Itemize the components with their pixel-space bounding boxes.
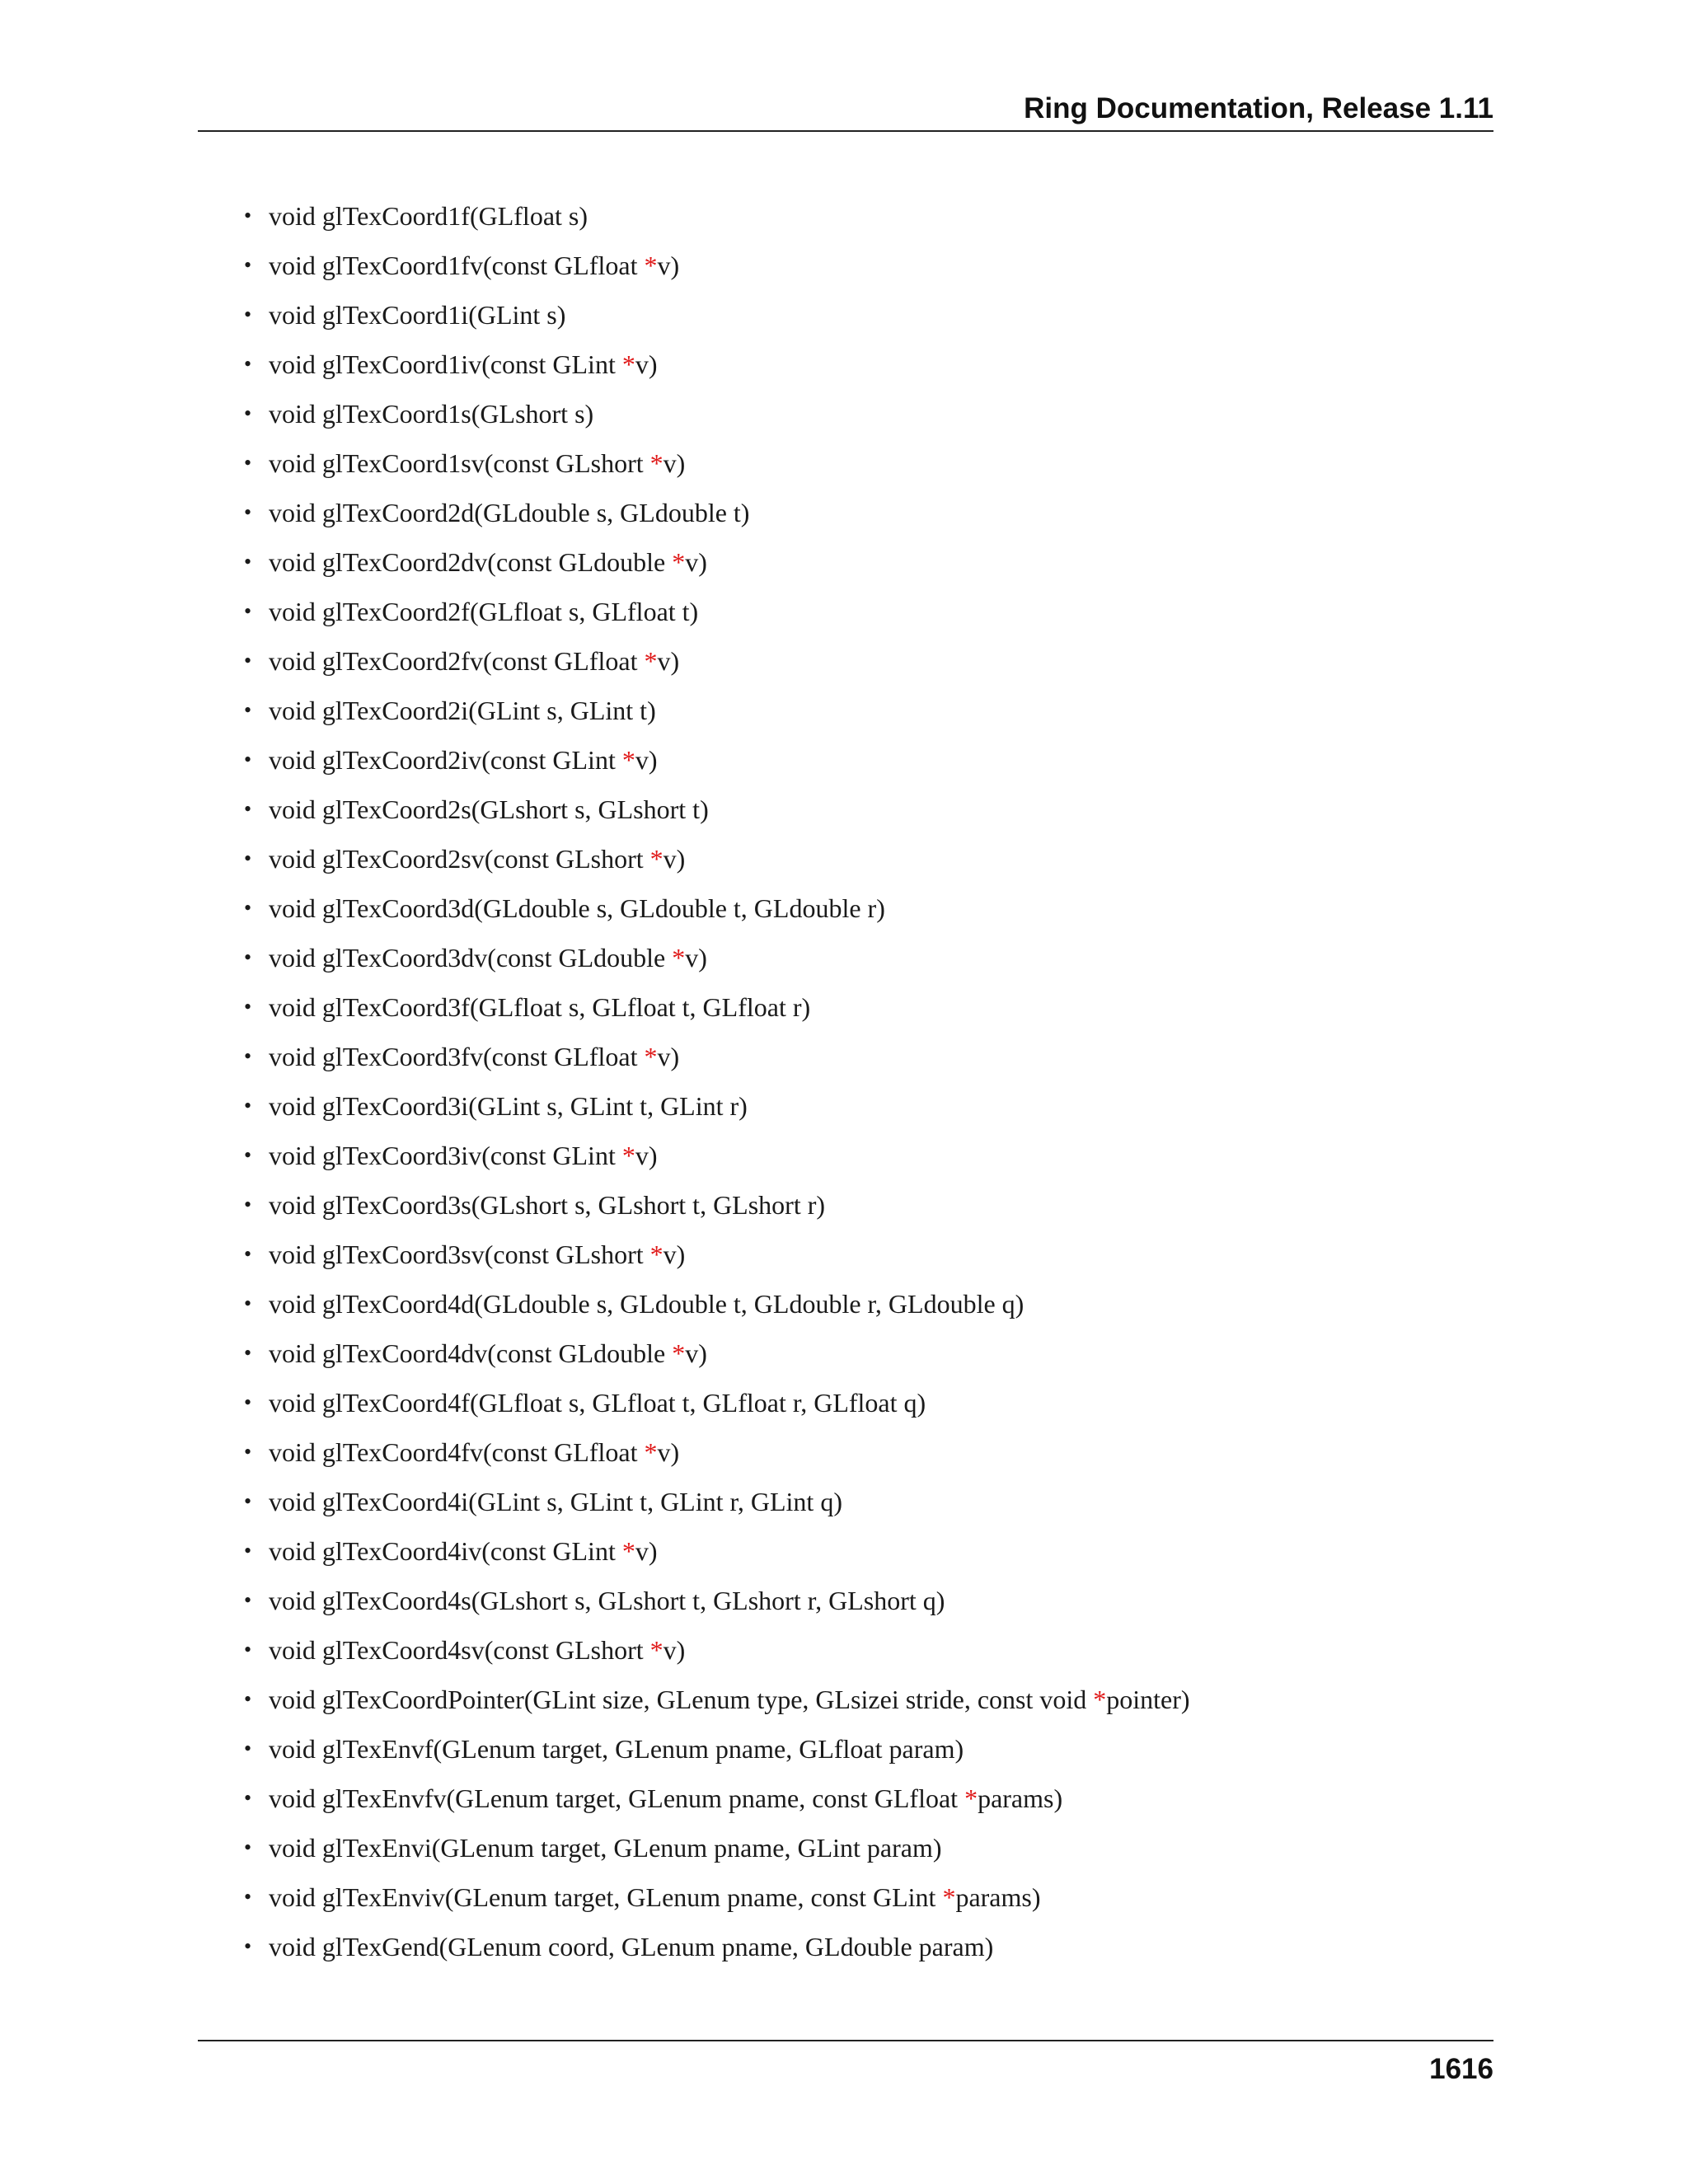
list-item — [244, 1087, 1190, 1137]
bullet-icon: • — [244, 1588, 252, 1612]
function-signature: void glTexCoord1iv(const GLint — [269, 349, 622, 379]
function-signature-tail: v) — [685, 547, 707, 577]
function-signature: void glTexCoord3sv(const GLshort — [269, 1240, 650, 1269]
list-item — [244, 1928, 1190, 1977]
bullet-icon: • — [244, 945, 252, 969]
function-signature: void glTexCoord2fv(const GLfloat — [269, 646, 645, 676]
list-item — [244, 593, 1190, 642]
bullet-icon: • — [244, 1489, 252, 1513]
pointer-asterisk: * — [964, 1783, 978, 1813]
list-item — [244, 1384, 1190, 1433]
bullet-icon: • — [244, 1736, 252, 1760]
list-item — [244, 988, 1190, 1038]
bullet-icon: • — [244, 1687, 252, 1711]
function-signature-tail: v) — [657, 1042, 680, 1071]
list-item — [244, 1186, 1190, 1235]
function-signature-tail: v) — [635, 1141, 658, 1170]
function-signature: void glTexCoord4iv(const GLint — [269, 1536, 622, 1566]
function-signature: void glTexCoord2dv(const GLdouble — [269, 547, 673, 577]
function-signature: void glTexCoord2sv(const GLshort — [269, 844, 650, 874]
function-signature: void glTexCoord1sv(const GLshort — [269, 448, 650, 478]
page-number: 1616 — [1429, 2053, 1493, 2085]
bullet-icon: • — [244, 500, 252, 524]
function-signature-tail: v) — [663, 448, 686, 478]
function-signature-tail: v) — [663, 1240, 686, 1269]
function-signature: void glTexCoord3iv(const GLint — [269, 1141, 622, 1170]
bullet-icon: • — [244, 748, 252, 771]
function-signature: void glTexCoord3f(GLfloat s, GLfloat t, GLfloat r) — [269, 992, 811, 1022]
function-signature-tail: v) — [657, 251, 680, 280]
list-item — [244, 1631, 1190, 1680]
function-signature: void glTexCoord3s(GLshort s, GLshort t, GLshort r) — [269, 1190, 826, 1220]
function-signature-tail: v) — [635, 1536, 658, 1566]
list-item — [244, 197, 1190, 246]
pointer-asterisk: * — [649, 1240, 663, 1269]
function-signature: void glTexCoord2d(GLdouble s, GLdouble t) — [269, 498, 750, 527]
function-signature-tail: params) — [955, 1882, 1041, 1912]
list-item — [244, 1038, 1190, 1087]
function-signature: void glTexCoord1f(GLfloat s) — [269, 201, 588, 231]
list-item — [244, 642, 1190, 691]
bullet-icon: • — [244, 302, 252, 326]
bullet-icon: • — [244, 1539, 252, 1563]
list-item — [244, 691, 1190, 741]
list-item — [244, 296, 1190, 345]
function-signature: void glTexCoord3d(GLdouble s, GLdouble t, GLdouble r) — [269, 893, 885, 923]
function-signature: void glTexCoord3dv(const GLdouble — [269, 943, 673, 972]
function-signature: void glTexCoord4dv(const GLdouble — [269, 1338, 673, 1368]
function-signature: void glTexCoord1fv(const GLfloat — [269, 251, 645, 280]
bullet-icon: • — [244, 896, 252, 920]
function-signature: void glTexCoord4sv(const GLshort — [269, 1635, 650, 1665]
list-item — [244, 939, 1190, 988]
list-item — [244, 1137, 1190, 1186]
bullet-icon: • — [244, 1934, 252, 1958]
list-item — [244, 1680, 1190, 1730]
bullet-icon: • — [244, 401, 252, 425]
function-signature: void glTexCoord2s(GLshort s, GLshort t) — [269, 794, 709, 824]
list-item — [244, 1483, 1190, 1532]
bullet-icon: • — [244, 253, 252, 277]
pointer-asterisk: * — [649, 1635, 663, 1665]
pointer-asterisk: * — [649, 448, 663, 478]
function-signature-tail: v) — [663, 844, 686, 874]
function-signature: void glTexCoord1i(GLint s) — [269, 300, 566, 330]
bullet-icon: • — [244, 995, 252, 1019]
function-signature: void glTexCoord2iv(const GLint — [269, 745, 622, 775]
list-item — [244, 741, 1190, 790]
function-signature-tail: v) — [635, 745, 658, 775]
pointer-asterisk: * — [942, 1882, 956, 1912]
pointer-asterisk: * — [672, 943, 686, 972]
function-signature: void glTexCoord4d(GLdouble s, GLdouble t, GLdouble r, GLdouble q) — [269, 1289, 1025, 1319]
bullet-icon: • — [244, 1291, 252, 1315]
bullet-icon: • — [244, 1094, 252, 1118]
list-item — [244, 1285, 1190, 1334]
pointer-asterisk: * — [644, 1437, 658, 1467]
bullet-icon: • — [244, 1341, 252, 1365]
list-item — [244, 790, 1190, 840]
pointer-asterisk: * — [644, 646, 658, 676]
function-list — [244, 197, 1190, 1977]
function-signature: void glTexCoord4i(GLint s, GLint t, GLint r, GLint q) — [269, 1487, 842, 1516]
page-header — [198, 89, 1493, 132]
list-item — [244, 1730, 1190, 1779]
function-signature: void glTexEnvfv(GLenum target, GLenum pname, const GLfloat — [269, 1783, 965, 1813]
bullet-icon: • — [244, 204, 252, 227]
pointer-asterisk: * — [644, 251, 658, 280]
bullet-icon: • — [244, 797, 252, 821]
function-signature: void glTexCoord2f(GLfloat s, GLfloat t) — [269, 597, 699, 626]
bullet-icon: • — [244, 550, 252, 574]
list-item — [244, 444, 1190, 494]
bullet-icon: • — [244, 1440, 252, 1464]
function-signature: void glTexEnviv(GLenum target, GLenum pname, const GLint — [269, 1882, 943, 1912]
list-item — [244, 1779, 1190, 1829]
pointer-asterisk: * — [649, 844, 663, 874]
bullet-icon: • — [244, 649, 252, 673]
bullet-icon: • — [244, 1835, 252, 1859]
page-footer — [198, 2040, 1493, 2085]
bullet-icon: • — [244, 1786, 252, 1810]
function-signature-tail: pointer) — [1106, 1685, 1190, 1714]
list-item — [244, 1235, 1190, 1285]
function-signature: void glTexCoord4fv(const GLfloat — [269, 1437, 645, 1467]
list-item — [244, 1878, 1190, 1928]
function-signature-tail: v) — [685, 1338, 707, 1368]
list-item — [244, 1532, 1190, 1582]
list-item — [244, 543, 1190, 593]
bullet-icon: • — [244, 599, 252, 623]
list-item — [244, 494, 1190, 543]
bullet-icon: • — [244, 1390, 252, 1414]
function-signature-tail: v) — [657, 1437, 680, 1467]
document-title: Ring Documentation, Release 1.11 — [1024, 92, 1493, 124]
pointer-asterisk: * — [644, 1042, 658, 1071]
bullet-icon: • — [244, 352, 252, 376]
function-signature-tail: v) — [663, 1635, 686, 1665]
bullet-icon: • — [244, 1143, 252, 1167]
bullet-icon: • — [244, 1193, 252, 1216]
bullet-icon: • — [244, 1242, 252, 1266]
pointer-asterisk: * — [672, 547, 686, 577]
pointer-asterisk: * — [1093, 1685, 1107, 1714]
list-item — [244, 345, 1190, 395]
list-item — [244, 246, 1190, 296]
function-signature: void glTexCoordPointer(GLint size, GLenum type, GLsizei stride, const void — [269, 1685, 1094, 1714]
list-item — [244, 1582, 1190, 1631]
bullet-icon: • — [244, 698, 252, 722]
pointer-asterisk: * — [621, 1141, 635, 1170]
function-signature: void glTexCoord3fv(const GLfloat — [269, 1042, 645, 1071]
bullet-icon: • — [244, 1885, 252, 1909]
function-signature: void glTexCoord1s(GLshort s) — [269, 399, 594, 429]
list-item — [244, 840, 1190, 889]
list-item — [244, 1433, 1190, 1483]
bullet-icon: • — [244, 846, 252, 870]
list-item — [244, 395, 1190, 444]
bullet-icon: • — [244, 1044, 252, 1068]
function-signature: void glTexCoord2i(GLint s, GLint t) — [269, 696, 656, 725]
list-item — [244, 1334, 1190, 1384]
function-signature: void glTexEnvf(GLenum target, GLenum pname, GLfloat param) — [269, 1734, 964, 1764]
pointer-asterisk: * — [672, 1338, 686, 1368]
pointer-asterisk: * — [621, 745, 635, 775]
list-item — [244, 889, 1190, 939]
list-item — [244, 1829, 1190, 1878]
function-signature-tail: v) — [657, 646, 680, 676]
function-signature-tail: v) — [635, 349, 658, 379]
pointer-asterisk: * — [621, 349, 635, 379]
function-signature-tail: v) — [685, 943, 707, 972]
function-signature: void glTexCoord3i(GLint s, GLint t, GLint r) — [269, 1091, 748, 1121]
bullet-icon: • — [244, 451, 252, 475]
function-signature-tail: params) — [978, 1783, 1063, 1813]
function-signature: void glTexCoord4f(GLfloat s, GLfloat t, GLfloat r, GLfloat q) — [269, 1388, 926, 1418]
function-signature: void glTexCoord4s(GLshort s, GLshort t, GLshort r, GLshort q) — [269, 1586, 945, 1615]
bullet-icon: • — [244, 1638, 252, 1661]
function-signature: void glTexEnvi(GLenum target, GLenum pname, GLint param) — [269, 1833, 942, 1863]
function-signature: void glTexGend(GLenum coord, GLenum pname, GLdouble param) — [269, 1932, 994, 1961]
pointer-asterisk: * — [621, 1536, 635, 1566]
